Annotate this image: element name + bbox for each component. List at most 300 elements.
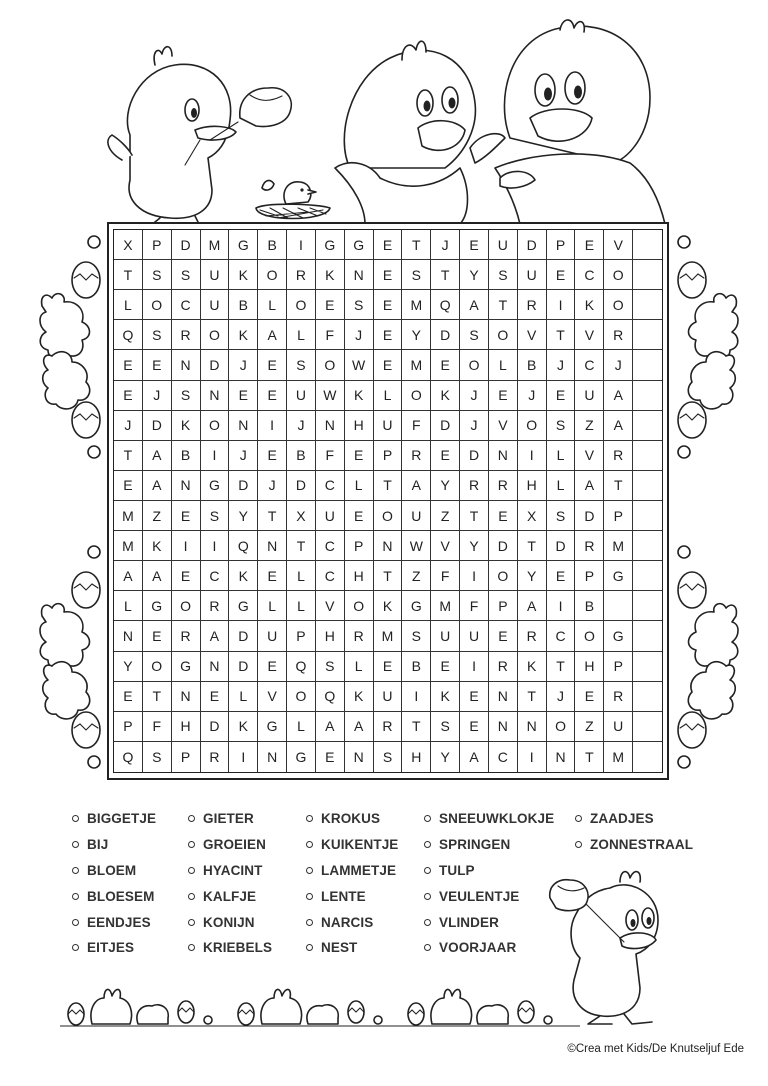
grid-cell[interactable]: O	[258, 260, 287, 290]
grid-cell[interactable]: D	[229, 471, 258, 501]
grid-cell[interactable]: Y	[114, 652, 143, 682]
grid-cell[interactable]: L	[229, 682, 258, 712]
grid-cell[interactable]: C	[489, 742, 518, 772]
grid-cell[interactable]: J	[547, 350, 576, 380]
grid-cell[interactable]: T	[143, 682, 172, 712]
circle-bullet-icon[interactable]	[424, 815, 431, 822]
grid-cell[interactable]: C	[316, 561, 345, 591]
grid-cell[interactable]: S	[374, 742, 403, 772]
grid-cell[interactable]: E	[374, 230, 403, 260]
grid-cell[interactable]: P	[604, 652, 633, 682]
grid-cell[interactable]: N	[547, 742, 576, 772]
grid-cell[interactable]: X	[518, 501, 547, 531]
grid-cell[interactable]: U	[604, 712, 633, 742]
grid-cell[interactable]: Y	[431, 742, 460, 772]
grid-cell[interactable]	[633, 441, 662, 471]
grid-cell[interactable]: B	[575, 591, 604, 621]
grid-cell[interactable]: I	[547, 290, 576, 320]
grid-cell[interactable]: K	[431, 682, 460, 712]
grid-cell[interactable]	[633, 471, 662, 501]
grid-cell[interactable]	[633, 411, 662, 441]
grid-cell[interactable]: S	[287, 350, 316, 380]
grid-cell[interactable]: A	[114, 561, 143, 591]
grid-cell[interactable]: J	[604, 350, 633, 380]
grid-cell[interactable]: T	[460, 501, 489, 531]
grid-cell[interactable]: R	[172, 320, 201, 350]
grid-cell[interactable]	[633, 682, 662, 712]
grid-cell[interactable]: A	[316, 712, 345, 742]
grid-cell[interactable]	[633, 230, 662, 260]
grid-cell[interactable]: E	[229, 381, 258, 411]
grid-cell[interactable]: T	[402, 712, 431, 742]
grid-cell[interactable]: I	[547, 591, 576, 621]
grid-cell[interactable]: D	[287, 471, 316, 501]
grid-cell[interactable]: H	[172, 712, 201, 742]
grid-cell[interactable]: U	[575, 381, 604, 411]
grid-cell[interactable]: R	[201, 591, 230, 621]
grid-cell[interactable]: H	[316, 621, 345, 651]
grid-cell[interactable]: V	[489, 411, 518, 441]
grid-cell[interactable]: E	[460, 712, 489, 742]
grid-cell[interactable]: M	[431, 591, 460, 621]
grid-cell[interactable]: A	[143, 471, 172, 501]
grid-cell[interactable]: S	[172, 381, 201, 411]
grid-cell[interactable]: E	[374, 652, 403, 682]
circle-bullet-icon[interactable]	[188, 841, 195, 848]
grid-cell[interactable]: U	[518, 260, 547, 290]
circle-bullet-icon[interactable]	[424, 841, 431, 848]
grid-cell[interactable]: G	[287, 742, 316, 772]
grid-cell[interactable]: A	[345, 712, 374, 742]
grid-cell[interactable]: R	[604, 682, 633, 712]
circle-bullet-icon[interactable]	[72, 893, 79, 900]
grid-cell[interactable]: E	[258, 441, 287, 471]
grid-cell[interactable]: B	[258, 230, 287, 260]
grid-cell[interactable]	[633, 712, 662, 742]
circle-bullet-icon[interactable]	[306, 919, 313, 926]
grid-cell[interactable]: A	[604, 381, 633, 411]
grid-cell[interactable]: K	[316, 260, 345, 290]
grid-cell[interactable]: A	[460, 742, 489, 772]
grid-cell[interactable]: U	[201, 290, 230, 320]
grid-cell[interactable]: C	[316, 471, 345, 501]
grid-cell[interactable]: H	[518, 471, 547, 501]
grid-cell[interactable]: F	[143, 712, 172, 742]
grid-cell[interactable]: B	[229, 290, 258, 320]
circle-bullet-icon[interactable]	[306, 944, 313, 951]
grid-cell[interactable]: O	[201, 320, 230, 350]
grid-cell[interactable]: P	[143, 230, 172, 260]
grid-cell[interactable]: J	[518, 381, 547, 411]
circle-bullet-icon[interactable]	[424, 867, 431, 874]
grid-cell[interactable]: A	[143, 561, 172, 591]
grid-cell[interactable]: J	[431, 230, 460, 260]
grid-cell[interactable]: E	[114, 350, 143, 380]
grid-cell[interactable]: K	[229, 260, 258, 290]
grid-cell[interactable]: U	[374, 682, 403, 712]
grid-cell[interactable]: E	[316, 742, 345, 772]
grid-cell[interactable]: Z	[431, 501, 460, 531]
grid-cell[interactable]	[633, 531, 662, 561]
grid-cell[interactable]: N	[489, 712, 518, 742]
grid-cell[interactable]: Z	[575, 411, 604, 441]
grid-cell[interactable]: E	[258, 561, 287, 591]
grid-cell[interactable]: Y	[518, 561, 547, 591]
grid-cell[interactable]: V	[575, 441, 604, 471]
grid-cell[interactable]: E	[201, 682, 230, 712]
circle-bullet-icon[interactable]	[72, 944, 79, 951]
grid-cell[interactable]: I	[518, 742, 547, 772]
grid-cell[interactable]: W	[316, 381, 345, 411]
grid-cell[interactable]: Y	[431, 471, 460, 501]
grid-cell[interactable]: E	[431, 652, 460, 682]
circle-bullet-icon[interactable]	[575, 815, 582, 822]
grid-cell[interactable]: U	[316, 501, 345, 531]
grid-cell[interactable]: K	[431, 381, 460, 411]
grid-cell[interactable]: N	[201, 381, 230, 411]
grid-cell[interactable]: G	[345, 230, 374, 260]
grid-cell[interactable]: H	[345, 411, 374, 441]
circle-bullet-icon[interactable]	[72, 867, 79, 874]
grid-cell[interactable]: U	[431, 621, 460, 651]
grid-cell[interactable]: A	[575, 471, 604, 501]
grid-cell[interactable]: R	[604, 441, 633, 471]
circle-bullet-icon[interactable]	[424, 893, 431, 900]
grid-cell[interactable]: V	[316, 591, 345, 621]
grid-cell[interactable]	[633, 621, 662, 651]
grid-cell[interactable]: T	[518, 682, 547, 712]
grid-cell[interactable]: P	[547, 230, 576, 260]
grid-cell[interactable]: E	[345, 441, 374, 471]
grid-cell[interactable]: A	[402, 471, 431, 501]
grid-cell[interactable]	[633, 591, 662, 621]
grid-cell[interactable]: N	[172, 350, 201, 380]
grid-cell[interactable]: O	[201, 411, 230, 441]
grid-cell[interactable]: E	[460, 682, 489, 712]
grid-cell[interactable]: J	[287, 411, 316, 441]
grid-cell[interactable]: T	[575, 742, 604, 772]
grid-cell[interactable]	[633, 501, 662, 531]
grid-cell[interactable]: X	[114, 230, 143, 260]
grid-cell[interactable]: J	[143, 381, 172, 411]
grid-cell[interactable]: T	[287, 531, 316, 561]
grid-cell[interactable]: N	[345, 260, 374, 290]
grid-cell[interactable]: R	[402, 441, 431, 471]
grid-cell[interactable]: K	[575, 290, 604, 320]
grid-cell[interactable]: E	[374, 320, 403, 350]
grid-cell[interactable]: M	[604, 742, 633, 772]
grid-cell[interactable]: E	[114, 682, 143, 712]
grid-cell[interactable]: R	[460, 471, 489, 501]
grid-cell[interactable]: V	[258, 682, 287, 712]
grid-cell[interactable]: K	[143, 531, 172, 561]
grid-cell[interactable]: E	[143, 621, 172, 651]
grid-cell[interactable]: P	[604, 501, 633, 531]
circle-bullet-icon[interactable]	[72, 815, 79, 822]
grid-cell[interactable]: Y	[460, 531, 489, 561]
grid-cell[interactable]: O	[604, 260, 633, 290]
grid-cell[interactable]: D	[229, 621, 258, 651]
grid-cell[interactable]: T	[258, 501, 287, 531]
circle-bullet-icon[interactable]	[188, 944, 195, 951]
grid-cell[interactable]: L	[345, 652, 374, 682]
grid-cell[interactable]: M	[201, 230, 230, 260]
grid-cell[interactable]: D	[143, 411, 172, 441]
grid-cell[interactable]: O	[489, 561, 518, 591]
grid-cell[interactable]: N	[489, 682, 518, 712]
grid-cell[interactable]: N	[518, 712, 547, 742]
grid-cell[interactable]: E	[431, 350, 460, 380]
grid-cell[interactable]: E	[547, 260, 576, 290]
grid-cell[interactable]: R	[518, 290, 547, 320]
grid-cell[interactable]: R	[374, 712, 403, 742]
grid-cell[interactable]: E	[575, 682, 604, 712]
grid-cell[interactable]: L	[374, 381, 403, 411]
grid-cell[interactable]: B	[518, 350, 547, 380]
grid-cell[interactable]: L	[258, 290, 287, 320]
grid-cell[interactable]: D	[172, 230, 201, 260]
grid-cell[interactable]: A	[604, 411, 633, 441]
grid-cell[interactable]: D	[547, 531, 576, 561]
grid-cell[interactable]: G	[172, 652, 201, 682]
grid-cell[interactable]: I	[229, 742, 258, 772]
grid-cell[interactable]: L	[258, 591, 287, 621]
grid-cell[interactable]: Q	[229, 531, 258, 561]
grid-cell[interactable]: T	[604, 471, 633, 501]
grid-cell[interactable]: R	[489, 471, 518, 501]
grid-cell[interactable]: L	[287, 320, 316, 350]
grid-cell[interactable]: I	[201, 441, 230, 471]
grid-cell[interactable]: O	[172, 591, 201, 621]
grid-cell[interactable]: M	[402, 290, 431, 320]
grid-cell[interactable]: V	[431, 531, 460, 561]
grid-cell[interactable]: I	[258, 411, 287, 441]
grid-cell[interactable]: E	[114, 471, 143, 501]
grid-cell[interactable]: O	[143, 290, 172, 320]
grid-cell[interactable]: P	[489, 591, 518, 621]
grid-cell[interactable]: U	[201, 260, 230, 290]
grid-cell[interactable]: J	[345, 320, 374, 350]
grid-cell[interactable]: G	[402, 591, 431, 621]
grid-cell[interactable]: I	[287, 230, 316, 260]
grid-cell[interactable]: S	[143, 260, 172, 290]
grid-cell[interactable]: E	[489, 621, 518, 651]
grid-cell[interactable]: T	[374, 471, 403, 501]
grid-cell[interactable]	[633, 350, 662, 380]
circle-bullet-icon[interactable]	[575, 841, 582, 848]
grid-cell[interactable]: J	[547, 682, 576, 712]
grid-cell[interactable]: C	[316, 531, 345, 561]
circle-bullet-icon[interactable]	[188, 815, 195, 822]
grid-cell[interactable]: J	[229, 350, 258, 380]
grid-cell[interactable]: L	[489, 350, 518, 380]
grid-cell[interactable]: K	[518, 652, 547, 682]
grid-cell[interactable]: O	[489, 320, 518, 350]
grid-cell[interactable]: H	[575, 652, 604, 682]
grid-cell[interactable]: S	[345, 290, 374, 320]
grid-cell[interactable]	[633, 561, 662, 591]
circle-bullet-icon[interactable]	[72, 841, 79, 848]
grid-cell[interactable]: E	[345, 501, 374, 531]
grid-cell[interactable]: H	[402, 742, 431, 772]
grid-cell[interactable]: O	[518, 411, 547, 441]
grid-cell[interactable]: N	[258, 742, 287, 772]
grid-cell[interactable]: G	[229, 230, 258, 260]
circle-bullet-icon[interactable]	[188, 867, 195, 874]
grid-cell[interactable]: K	[229, 561, 258, 591]
grid-cell[interactable]: P	[374, 441, 403, 471]
grid-cell[interactable]: C	[172, 290, 201, 320]
grid-cell[interactable]: O	[374, 501, 403, 531]
grid-cell[interactable]: Z	[143, 501, 172, 531]
grid-cell[interactable]: J	[114, 411, 143, 441]
grid-cell[interactable]: F	[460, 591, 489, 621]
grid-cell[interactable]: A	[460, 290, 489, 320]
grid-cell[interactable]: P	[114, 712, 143, 742]
grid-cell[interactable]: W	[402, 531, 431, 561]
grid-cell[interactable]: P	[575, 561, 604, 591]
grid-cell[interactable]: J	[460, 411, 489, 441]
grid-cell[interactable]: Q	[431, 290, 460, 320]
grid-cell[interactable]: B	[287, 441, 316, 471]
grid-cell[interactable]: D	[489, 531, 518, 561]
grid-cell[interactable]: V	[604, 230, 633, 260]
grid-cell[interactable]: L	[547, 471, 576, 501]
circle-bullet-icon[interactable]	[188, 893, 195, 900]
circle-bullet-icon[interactable]	[306, 867, 313, 874]
grid-cell[interactable]: A	[518, 591, 547, 621]
grid-cell[interactable]: R	[172, 621, 201, 651]
grid-cell[interactable]: D	[201, 712, 230, 742]
grid-cell[interactable]: I	[201, 531, 230, 561]
grid-cell[interactable]: G	[316, 230, 345, 260]
grid-cell[interactable]: G	[604, 561, 633, 591]
grid-cell[interactable]: O	[460, 350, 489, 380]
grid-cell[interactable]: D	[431, 320, 460, 350]
grid-cell[interactable]: O	[143, 652, 172, 682]
grid-cell[interactable]	[604, 591, 633, 621]
grid-cell[interactable]: E	[460, 230, 489, 260]
grid-cell[interactable]: N	[172, 471, 201, 501]
grid-cell[interactable]: R	[201, 742, 230, 772]
grid-cell[interactable]: U	[460, 621, 489, 651]
circle-bullet-icon[interactable]	[72, 919, 79, 926]
grid-cell[interactable]: O	[287, 290, 316, 320]
grid-cell[interactable]: E	[547, 381, 576, 411]
grid-cell[interactable]: R	[345, 621, 374, 651]
grid-cell[interactable]: O	[345, 591, 374, 621]
grid-cell[interactable]	[633, 260, 662, 290]
grid-cell[interactable]: I	[460, 561, 489, 591]
grid-cell[interactable]: L	[547, 441, 576, 471]
grid-cell[interactable]: Q	[287, 652, 316, 682]
grid-cell[interactable]: Q	[114, 320, 143, 350]
grid-cell[interactable]: R	[575, 531, 604, 561]
grid-cell[interactable]: E	[172, 501, 201, 531]
grid-cell[interactable]: Y	[460, 260, 489, 290]
grid-cell[interactable]: I	[518, 441, 547, 471]
grid-cell[interactable]: M	[114, 531, 143, 561]
grid-cell[interactable]: L	[345, 471, 374, 501]
grid-cell[interactable]: N	[229, 411, 258, 441]
grid-cell[interactable]: D	[575, 501, 604, 531]
grid-cell[interactable]: R	[287, 260, 316, 290]
grid-cell[interactable]: T	[518, 531, 547, 561]
grid-cell[interactable]: B	[172, 441, 201, 471]
grid-cell[interactable]: A	[143, 441, 172, 471]
grid-cell[interactable]	[633, 742, 662, 772]
grid-cell[interactable]: E	[258, 381, 287, 411]
grid-cell[interactable]: N	[489, 441, 518, 471]
circle-bullet-icon[interactable]	[424, 944, 431, 951]
grid-cell[interactable]: G	[201, 471, 230, 501]
grid-cell[interactable]: Q	[114, 742, 143, 772]
grid-cell[interactable]: T	[402, 230, 431, 260]
grid-cell[interactable]: N	[201, 652, 230, 682]
grid-cell[interactable]: E	[143, 350, 172, 380]
grid-cell[interactable]: M	[402, 350, 431, 380]
grid-cell[interactable]: V	[518, 320, 547, 350]
grid-cell[interactable]: J	[258, 471, 287, 501]
grid-cell[interactable]: J	[229, 441, 258, 471]
grid-cell[interactable]: N	[172, 682, 201, 712]
grid-cell[interactable]: O	[575, 621, 604, 651]
grid-cell[interactable]: Y	[402, 320, 431, 350]
grid-cell[interactable]: S	[143, 742, 172, 772]
grid-cell[interactable]: D	[518, 230, 547, 260]
grid-cell[interactable]	[633, 381, 662, 411]
grid-cell[interactable]: S	[316, 652, 345, 682]
grid-cell[interactable]: G	[229, 591, 258, 621]
grid-cell[interactable]: C	[547, 621, 576, 651]
grid-cell[interactable]: O	[316, 350, 345, 380]
grid-cell[interactable]: I	[402, 682, 431, 712]
circle-bullet-icon[interactable]	[306, 893, 313, 900]
grid-cell[interactable]: R	[604, 320, 633, 350]
grid-cell[interactable]: N	[345, 742, 374, 772]
grid-cell[interactable]: G	[604, 621, 633, 651]
grid-cell[interactable]: W	[345, 350, 374, 380]
grid-cell[interactable]: Y	[229, 501, 258, 531]
grid-cell[interactable]: O	[547, 712, 576, 742]
grid-cell[interactable]: F	[316, 441, 345, 471]
grid-cell[interactable]: T	[489, 290, 518, 320]
grid-cell[interactable]: F	[316, 320, 345, 350]
grid-cell[interactable]: R	[489, 652, 518, 682]
grid-cell[interactable]: V	[575, 320, 604, 350]
grid-cell[interactable]: T	[431, 260, 460, 290]
grid-cell[interactable]	[633, 320, 662, 350]
grid-cell[interactable]: S	[402, 260, 431, 290]
grid-cell[interactable]: O	[604, 290, 633, 320]
grid-cell[interactable]: Q	[316, 682, 345, 712]
grid-cell[interactable]: E	[575, 230, 604, 260]
grid-cell[interactable]: C	[575, 260, 604, 290]
grid-cell[interactable]: U	[489, 230, 518, 260]
grid-cell[interactable]: K	[374, 591, 403, 621]
grid-cell[interactable]: D	[229, 652, 258, 682]
grid-cell[interactable]: U	[374, 411, 403, 441]
grid-cell[interactable]: P	[172, 742, 201, 772]
grid-cell[interactable]: L	[287, 712, 316, 742]
grid-cell[interactable]: J	[460, 381, 489, 411]
grid-cell[interactable]: K	[229, 712, 258, 742]
grid-cell[interactable]: S	[489, 260, 518, 290]
grid-cell[interactable]: C	[575, 350, 604, 380]
grid-cell[interactable]: S	[402, 621, 431, 651]
grid-cell[interactable]: T	[547, 320, 576, 350]
grid-cell[interactable]: B	[402, 652, 431, 682]
